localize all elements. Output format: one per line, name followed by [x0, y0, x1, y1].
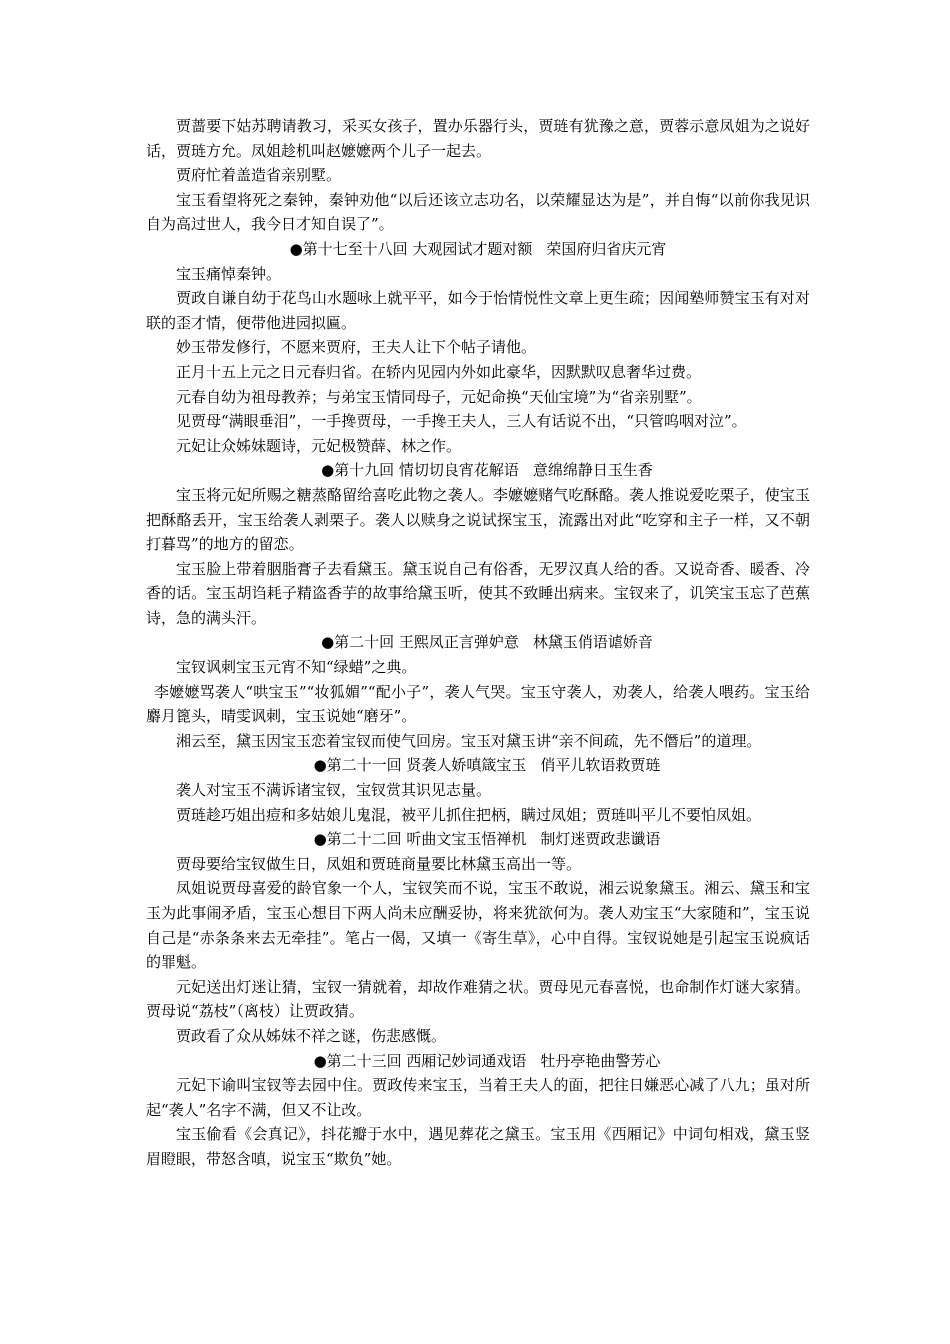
chapter-heading-second-line: 制灯迷贾政悲谶语: [540, 830, 661, 849]
chapter-heading: [146, 458, 810, 483]
chapter-heading-first-line: ●第十九回 情切切良宵花解语: [321, 461, 519, 480]
paragraph: 见贾母“满眼垂泪”，一手搀贾母，一手搀王夫人，三人有话说不出，“只管呜咽对泣”。: [176, 412, 747, 431]
paragraph: 妙玉带发修行，不愿来贾府，王夫人让下个帖子请他。: [176, 338, 537, 357]
paragraph: 宝玉将元妃所赐之糖蒸酪留给喜吃此物之袭人。李嬷嬷赌气吃酥酪。袭人推说爱吃栗子，使宝玉把酥酪丢开，宝玉给袭人剥栗子。袭人以赎身之说试探宝玉，流露出对此“吃穿和主子一样，又不朝打暮骂”的地方的留恋。: [146, 485, 810, 554]
paragraph: 宝玉偷看《会真记》，抖花瓣于水中，遇见葬花之黛玉。宝玉用《西厢记》中词句相戏，黛玉竖眉瞪眼，带怒含嗔，说宝玉“欺负”她。: [146, 1125, 810, 1168]
paragraph: 贾蔷要下姑苏聘请教习，采买女孩子，置办乐器行头，贾琏有犹豫之意，贾蓉示意凤姐为之说好话，贾琏方允。凤姐趁机叫赵嬷嬷两个儿子一起去。: [146, 117, 810, 160]
paragraph: 正月十五上元之日元春归省。在轿内见园内外如此豪华，因默默叹息奢华过费。: [176, 362, 702, 381]
chapter-heading-second-line: 俏平儿软语救贾琏: [540, 756, 661, 775]
chapter-heading-first-line: ●第二十一回 贤袭人娇嗔箴宝玉: [313, 756, 527, 775]
paragraph: 元妃下谕叫宝钗等去园中住。贾政传来宝玉，当着王夫人的面，把往日嫌恶心减了八九；虽对所起“袭人”名字不满，但又不让改。: [146, 1076, 810, 1119]
paragraph: 宝玉脸上带着胭脂膏子去看黛玉。黛玉说自己有俗香，无罗汉真人给的香。又说奇香、暖香、冷香的话。宝玉胡诌耗子精盗香芋的故事给黛玉听，使其不致睡出病来。宝钗来了，讥笑宝玉忘了芭蕉诗，急的满头汗。: [146, 559, 810, 627]
chapter-heading: [146, 630, 810, 655]
chapter-heading-first-line: ●第二十回 王熙凤正言弹妒意: [321, 633, 519, 652]
document-page: [146, 114, 810, 1172]
chapter-heading: [146, 827, 810, 852]
chapter-heading-second-line: 荣国府归省庆元宵: [546, 239, 667, 258]
chapter-heading-first-line: ●第十七至十八回 大观园试才题对额: [289, 239, 533, 258]
paragraph: 宝钗讽刺宝玉元宵不知“绿蜡”之典。: [176, 658, 417, 677]
paragraph: 宝玉痛悼秦钟。: [176, 264, 282, 283]
paragraph: 贾府忙着盖造省亲别墅。: [176, 166, 342, 185]
paragraph: 贾政看了众从姊妹不祥之谜，伤悲感慨。: [176, 1026, 447, 1045]
chapter-heading-first-line: ●第二十二回 听曲文宝玉悟禅机: [313, 830, 527, 849]
paragraph: 贾琏趁巧姐出痘和多姑娘儿鬼混，被平儿抓住把柄，瞒过凤姐；贾琏叫平儿不要怕凤姐。: [176, 805, 762, 824]
paragraph: 贾母要给宝钗做生日，凤姐和贾琏商量要比林黛玉高出一等。: [176, 854, 582, 873]
paragraph: 元妃让众姊妹题诗，元妃极赞薛、林之作。: [176, 436, 462, 455]
chapter-heading-second-line: 牡丹亭艳曲警芳心: [540, 1051, 661, 1070]
chapter-heading-first-line: ●第二十三回 西厢记妙词通戏语: [313, 1051, 527, 1070]
paragraph: 宝玉看望将死之秦钟，秦钟劝他“以后还该立志功名，以荣耀显达为是”，并自悔“以前你我见识自为高过世人，我今日才知自误了”。: [146, 190, 810, 234]
paragraph: 元春自幼为祖母教养；与弟宝玉情同母子，元妃命换“天仙宝境”为“省亲别墅”。: [176, 387, 702, 406]
chapter-heading: [146, 237, 810, 262]
paragraph: 凤姐说贾母喜爱的龄官象一个人，宝钗笑而不说，宝玉不敢说，湘云说象黛玉。湘云、黛玉和宝玉为此事闹矛盾，宝玉心想目下两人尚未应酬妥协，将来犹欲何为。袭人劝宝玉“大家随和”，宝玉说自己是“赤条条来去无牵挂”。笔占一偈，又填一《寄生草》，心中自得。宝钗说她是引起宝玉说疯话的罪魁。: [146, 879, 810, 972]
paragraph: 袭人对宝玉不满诉诸宝钗，宝钗赏其识见志量。: [176, 781, 492, 800]
paragraph: 李嬷嬷骂袭人“哄宝玉”“妆狐媚”“配小子”，袭人气哭。宝玉守袭人，劝袭人，给袭人喂药。宝玉给麝月篦头，晴雯讽刺，宝玉说她“磨牙”。: [146, 682, 810, 726]
chapter-heading: [146, 1049, 810, 1074]
paragraph: 元妃送出灯迷让猜，宝钗一猜就着，却故作难猜之状。贾母见元春喜悦，也命制作灯谜大家猜。贾母说“荔枝”（离枝）让贾政猜。: [146, 977, 810, 1021]
paragraph: 贾政自谦自幼于花鸟山水题咏上就平平，如今于怡情悦性文章上更生疏；因闻塾师赞宝玉有对对联的歪才情，便带他进园拟匾。: [146, 289, 810, 332]
chapter-heading-second-line: 林黛玉俏语谑娇音: [532, 633, 653, 652]
chapter-heading-second-line: 意绵绵静日玉生香: [532, 461, 653, 480]
chapter-heading: [146, 753, 810, 778]
paragraph: 湘云至，黛玉因宝玉恋着宝钗而使气回房。宝玉对黛玉讲“亲不间疏，先不僭后”的道理。: [176, 731, 762, 750]
